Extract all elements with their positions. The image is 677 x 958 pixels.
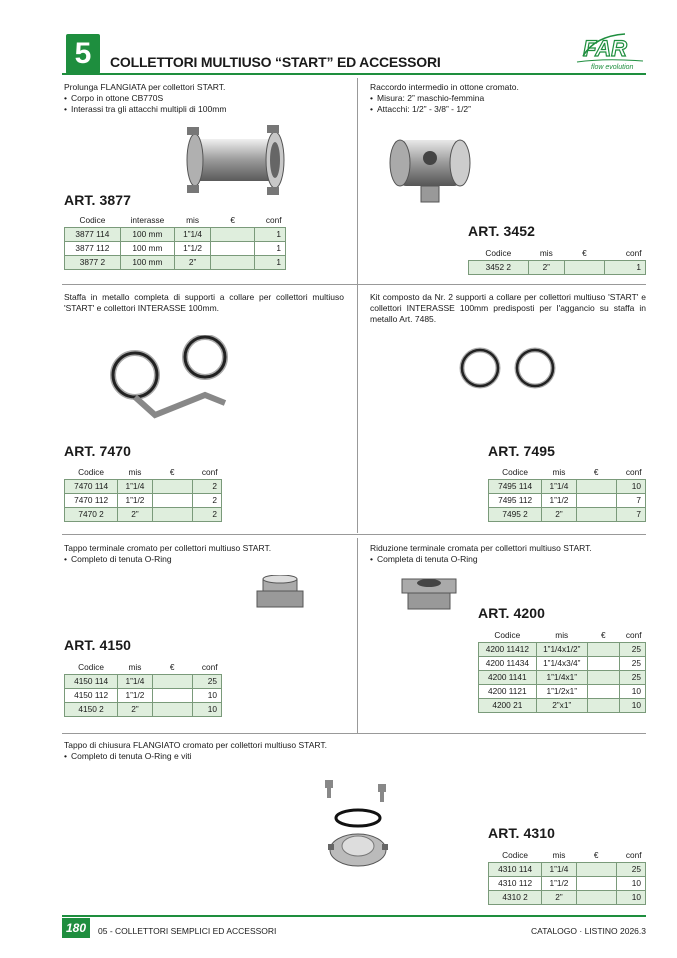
table-7470: Codice mis € conf 7470 114 1”1/4 2 7470 112 1”1/2 2 7470 2 2” 2 <box>64 465 222 522</box>
bracket-image <box>95 335 245 430</box>
table-row: 4200 1121 1”1/2x1” 10 <box>479 684 646 698</box>
column-divider <box>357 78 358 533</box>
page-title: COLLETTORI MULTIUSO “START” ED ACCESSORI <box>110 54 441 70</box>
table-row: 4200 1141 1”1/4x1” 25 <box>479 670 646 684</box>
table-row: 4200 11412 1”1/4x1/2” 25 <box>479 642 646 656</box>
table-row: 4200 21 2”x1” 10 <box>479 698 646 712</box>
table-row: 7470 2 2” 2 <box>65 507 222 521</box>
intermediate-fitting-image <box>385 128 475 213</box>
flanged-extension-image <box>175 125 295 200</box>
row-divider <box>62 534 646 535</box>
page-number: 180 <box>62 918 90 938</box>
table-7495: Codice mis € conf 7495 114 1”1/4 10 7495 112 1”1/2 7 7495 2 2” 7 <box>488 465 646 522</box>
table-row: 3877 2 100 mm 2” 1 <box>65 255 286 269</box>
table-row: 4150 2 2” 10 <box>65 702 222 716</box>
table-row: 4150 114 1”1/4 25 <box>65 674 222 688</box>
far-logo <box>575 32 645 72</box>
art-7495: ART. 7495 <box>488 443 556 459</box>
table-row: 7495 2 2” 7 <box>489 507 646 521</box>
column-divider <box>357 538 358 733</box>
table-3877: Codice interasse mis € conf 3877 114 100 mm 1”1/4 1 3877 112 100 mm 1”1/2 1 3877 2 100 mm 2” 1 <box>64 213 286 270</box>
table-3452: Codice mis € conf 3452 2 2” 1 <box>468 246 646 275</box>
footer-section: 05 - COLLETTORI SEMPLICI ED ACCESSORI <box>98 926 277 936</box>
row-divider <box>62 284 646 285</box>
table-row: 7470 112 1”1/2 2 <box>65 493 222 507</box>
reducer-image <box>400 575 458 618</box>
desc-7470: Staffa in metallo completa di supporti a collare per collettori multiuso 'START' e collettori INTERASSE 100mm. <box>64 292 344 313</box>
table-row: 4150 112 1”1/2 10 <box>65 688 222 702</box>
flanged-cap-image <box>318 778 398 883</box>
end-cap-image <box>255 575 305 616</box>
header-rule <box>62 73 646 75</box>
desc-3877: Prolunga FLANGIATA per collettori START. • Corpo in ottone CB770S • Interassi tra gli attacchi multipli di 100mm <box>64 82 344 115</box>
section-number: 5 <box>66 34 100 74</box>
desc-7495: Kit composto da Nr. 2 supporti a collare per collettori multiuso 'START' e collettori INTERASSE 100mm predisposti per l'aggancio su staffa in metallo Art. 7485. <box>370 292 646 324</box>
art-7470: ART. 7470 <box>64 443 132 459</box>
table-row: 7495 114 1”1/4 10 <box>489 479 646 493</box>
table-4150: Codice mis € conf 4150 114 1”1/4 25 4150 112 1”1/2 10 4150 2 2” 10 <box>64 660 222 717</box>
table-row: 3877 112 100 mm 1”1/2 1 <box>65 241 286 255</box>
art-4310: ART. 4310 <box>488 825 556 841</box>
table-row: 4310 112 1”1/2 10 <box>489 876 646 890</box>
collar-kit-image <box>455 343 565 398</box>
desc-3452: Raccordo intermedio in ottone cromato. • Misura: 2” maschio-femmina • Attacchi: 1/2” - 3/8” - 1/2” <box>370 82 640 115</box>
desc-4200: Riduzione terminale cromata per collettori multiuso START. • Completa di tenuta O-Ring <box>370 543 640 565</box>
table-row: 7495 112 1”1/2 7 <box>489 493 646 507</box>
art-4150: ART. 4150 <box>64 637 132 653</box>
art-3877: ART. 3877 <box>64 192 132 208</box>
desc-4310: Tappo di chiusura FLANGIATO cromato per collettori multiuso START. • Completo di tenuta O-Ring e viti <box>64 740 384 762</box>
table-row: 4200 11434 1”1/4x3/4” 25 <box>479 656 646 670</box>
table-row: 4310 2 2” 10 <box>489 890 646 904</box>
art-4200: ART. 4200 <box>478 605 546 621</box>
table-row: 4310 114 1”1/4 25 <box>489 862 646 876</box>
table-4200: Codice mis € conf 4200 11412 1”1/4x1/2” 25 4200 11434 1”1/4x3/4” 25 4200 1141 1”1/4x1” 25 4200 1121 1”1/2x1” 10 4200 21 2”x1” 10 <box>478 628 646 713</box>
table-row: 7470 114 1”1/4 2 <box>65 479 222 493</box>
table-4310: Codice mis € conf 4310 114 1”1/4 25 4310 112 1”1/2 10 4310 2 2” 10 <box>488 848 646 905</box>
row-divider <box>62 733 646 734</box>
footer-catalog: CATALOGO · LISTINO 2026.3 <box>531 926 646 936</box>
table-row: 3452 2 2” 1 <box>469 260 646 274</box>
footer-rule <box>62 915 646 917</box>
logo-text: FAR <box>583 36 627 61</box>
desc-4150: Tappo terminale cromato per collettori multiuso START. • Completo di tenuta O-Ring <box>64 543 344 565</box>
table-row: 3877 114 100 mm 1”1/4 1 <box>65 227 286 241</box>
logo-tagline: flow evolution <box>591 64 634 71</box>
art-3452: ART. 3452 <box>468 223 536 239</box>
